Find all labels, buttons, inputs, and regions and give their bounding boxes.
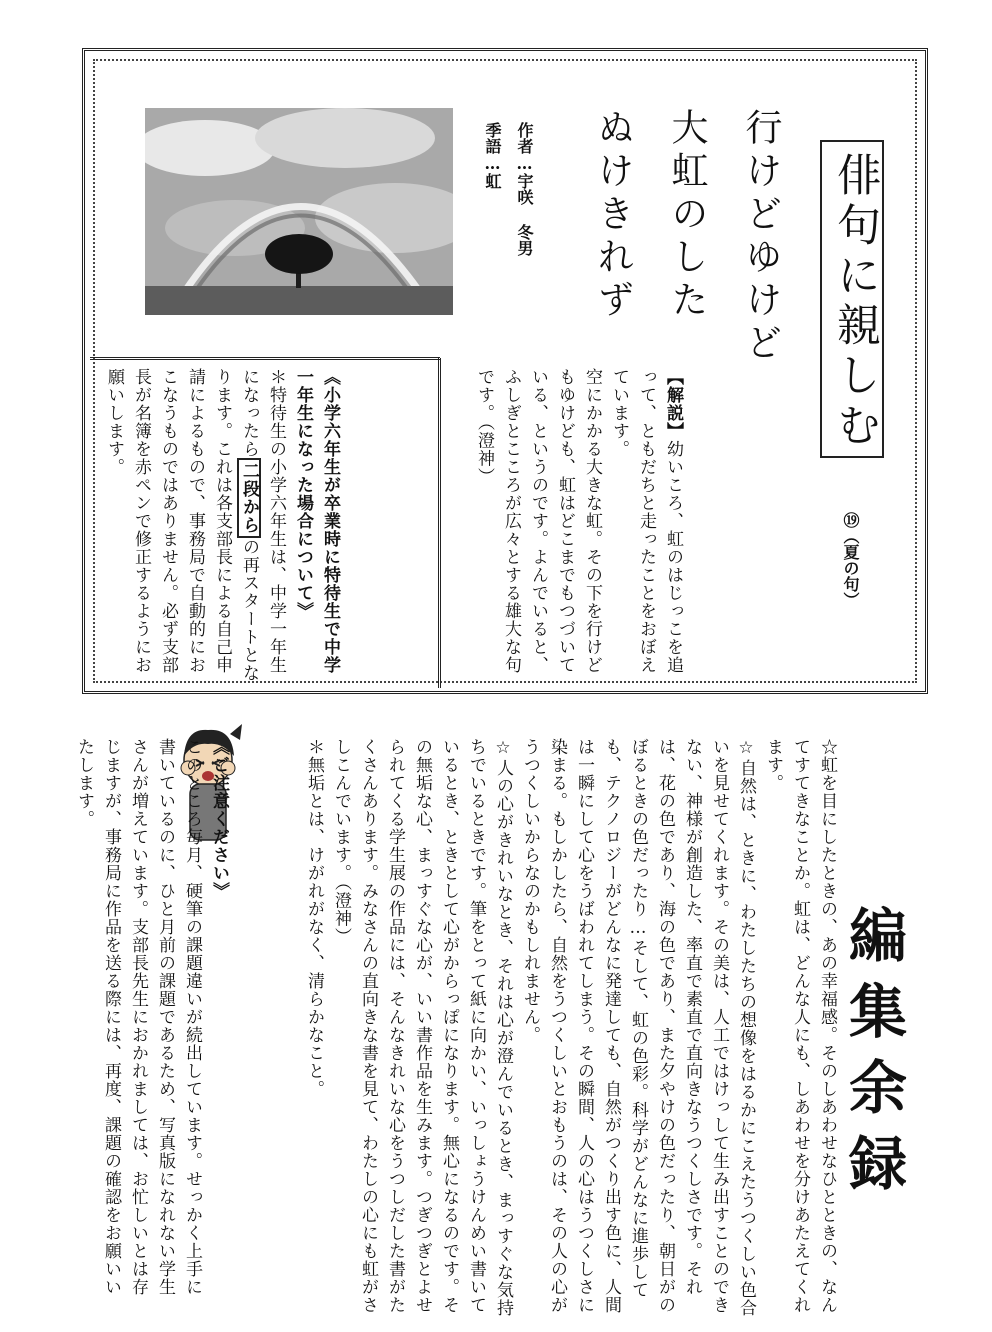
notice-boxed-text: 二段から — [237, 458, 261, 538]
caution-text: このところ毎月、硬筆の課題違いが続出しています。せっかく上手に書いているのに、ひと月前の課題であるため、写真版になれない学生さんが増えています。支部長先生におかれましては、お忙しいとは存じますが、事務局に作品を送る際には、再度、課題の確認をお願いいたします。 — [74, 738, 202, 1296]
poem-line-1: 行けどゆけど — [739, 108, 782, 366]
commentary-signature: （澄神） — [474, 422, 494, 486]
editorial-signature: （澄神） — [331, 882, 351, 946]
notice-text-a: ＊特待生の小学六年生は、中学一年生になったら — [239, 368, 286, 674]
notice — [100, 368, 343, 688]
caution-heading: 《ご注意ください》 — [209, 738, 229, 900]
notice-heading: 《小学六年生が卒業時に特待生で中学一年生になった場合について》 — [293, 368, 340, 674]
vertical-divider — [438, 358, 441, 688]
editorial-body — [250, 738, 840, 1318]
haiku-title-box — [820, 140, 884, 458]
season-word: 季語…虹 — [483, 122, 502, 189]
commentary-paragraph-2: 空にかかる大きな虹。その下を行けどもゆけども、虹はどこまでもつづいている、というのです。よんでいると、ふしぎとこころが広々とする雄大な句です。 — [474, 368, 602, 674]
poem-line-2: 大虹のした — [665, 108, 708, 323]
notice-text-b: の再スタートとなります。これは各支部長による自己申請によるもので、事務局で自動的におこなうものではありません。必ず支部長が名簿を赤ペンで修正するようにお願いします。 — [104, 368, 259, 682]
editorial-title: 編集余録 — [839, 905, 907, 1209]
commentary-heading: 【解説】 — [663, 368, 683, 440]
poem-line-3: ぬけきれず — [591, 108, 634, 323]
caution — [74, 738, 232, 1298]
editorial-paragraph-1: ☆虹を目にしたときの、あの幸福感。そのしあわせなひとときの、なんてすてきなことか。虹は、どんな人にも、しあわせを分けあたえてくれます。 — [763, 738, 837, 1314]
haiku-title: 俳句に親しむ — [829, 152, 880, 452]
commentary — [470, 368, 686, 688]
rainbow-tree-photo — [145, 108, 453, 315]
editorial-paragraph-3: ☆人の心がきれいなとき、それは心が澄んでいるとき、まっすぐな気持ちでいるときです。筆をとって紙に向かい、いっしょうけんめい書いているとき、ときとして心がからっぽになります。無心になるのです。その無垢な心、まっすぐな心が、いい書作品を生みます。つぎつぎとよせられてくる学生展の作品には、そんなきれいな心をうつしだした書がたくさんあります。みなさんの直向きな書を見て、わたしの心にも虹がさしこんでいます。 — [331, 738, 513, 1317]
editorial-paragraph-2: ☆自然は、ときに、わたしたちの想像をはるかにこえたうつくしい色合いを見せてくれます。その美は、人工ではけっして生み出すことのできない、神様が創造した、率直で素直で直向きなうつくしさです。それは、花の色であり、海の色であり、また夕やけの色だったり、朝日がのぼるときの色だったり…そして、虹の色彩。科学がどんなに進歩しても、テクノロジーがどんなに発達しても、自然がつくり出す色に、人間は一瞬にして心をうばわれてしまう。その瞬間、人の心はうつくしさに染まる。もしかしたら、自然をうつくしいとおもうのは、その人の心がうつくしいからなのかもしれません。 — [520, 738, 756, 1317]
editorial-note: ＊無垢とは、けがれがなく、清らかなこと。 — [304, 738, 324, 1098]
issue-label: ⑲（夏の句） — [841, 512, 860, 608]
commentary-paragraph-1: 幼いころ、虹のはじっこを追って、ともだちと走ったことをおぼえています。 — [609, 368, 683, 674]
horizontal-divider — [90, 357, 440, 360]
haiku-author: 作者…宇咲 冬男 — [515, 122, 534, 256]
